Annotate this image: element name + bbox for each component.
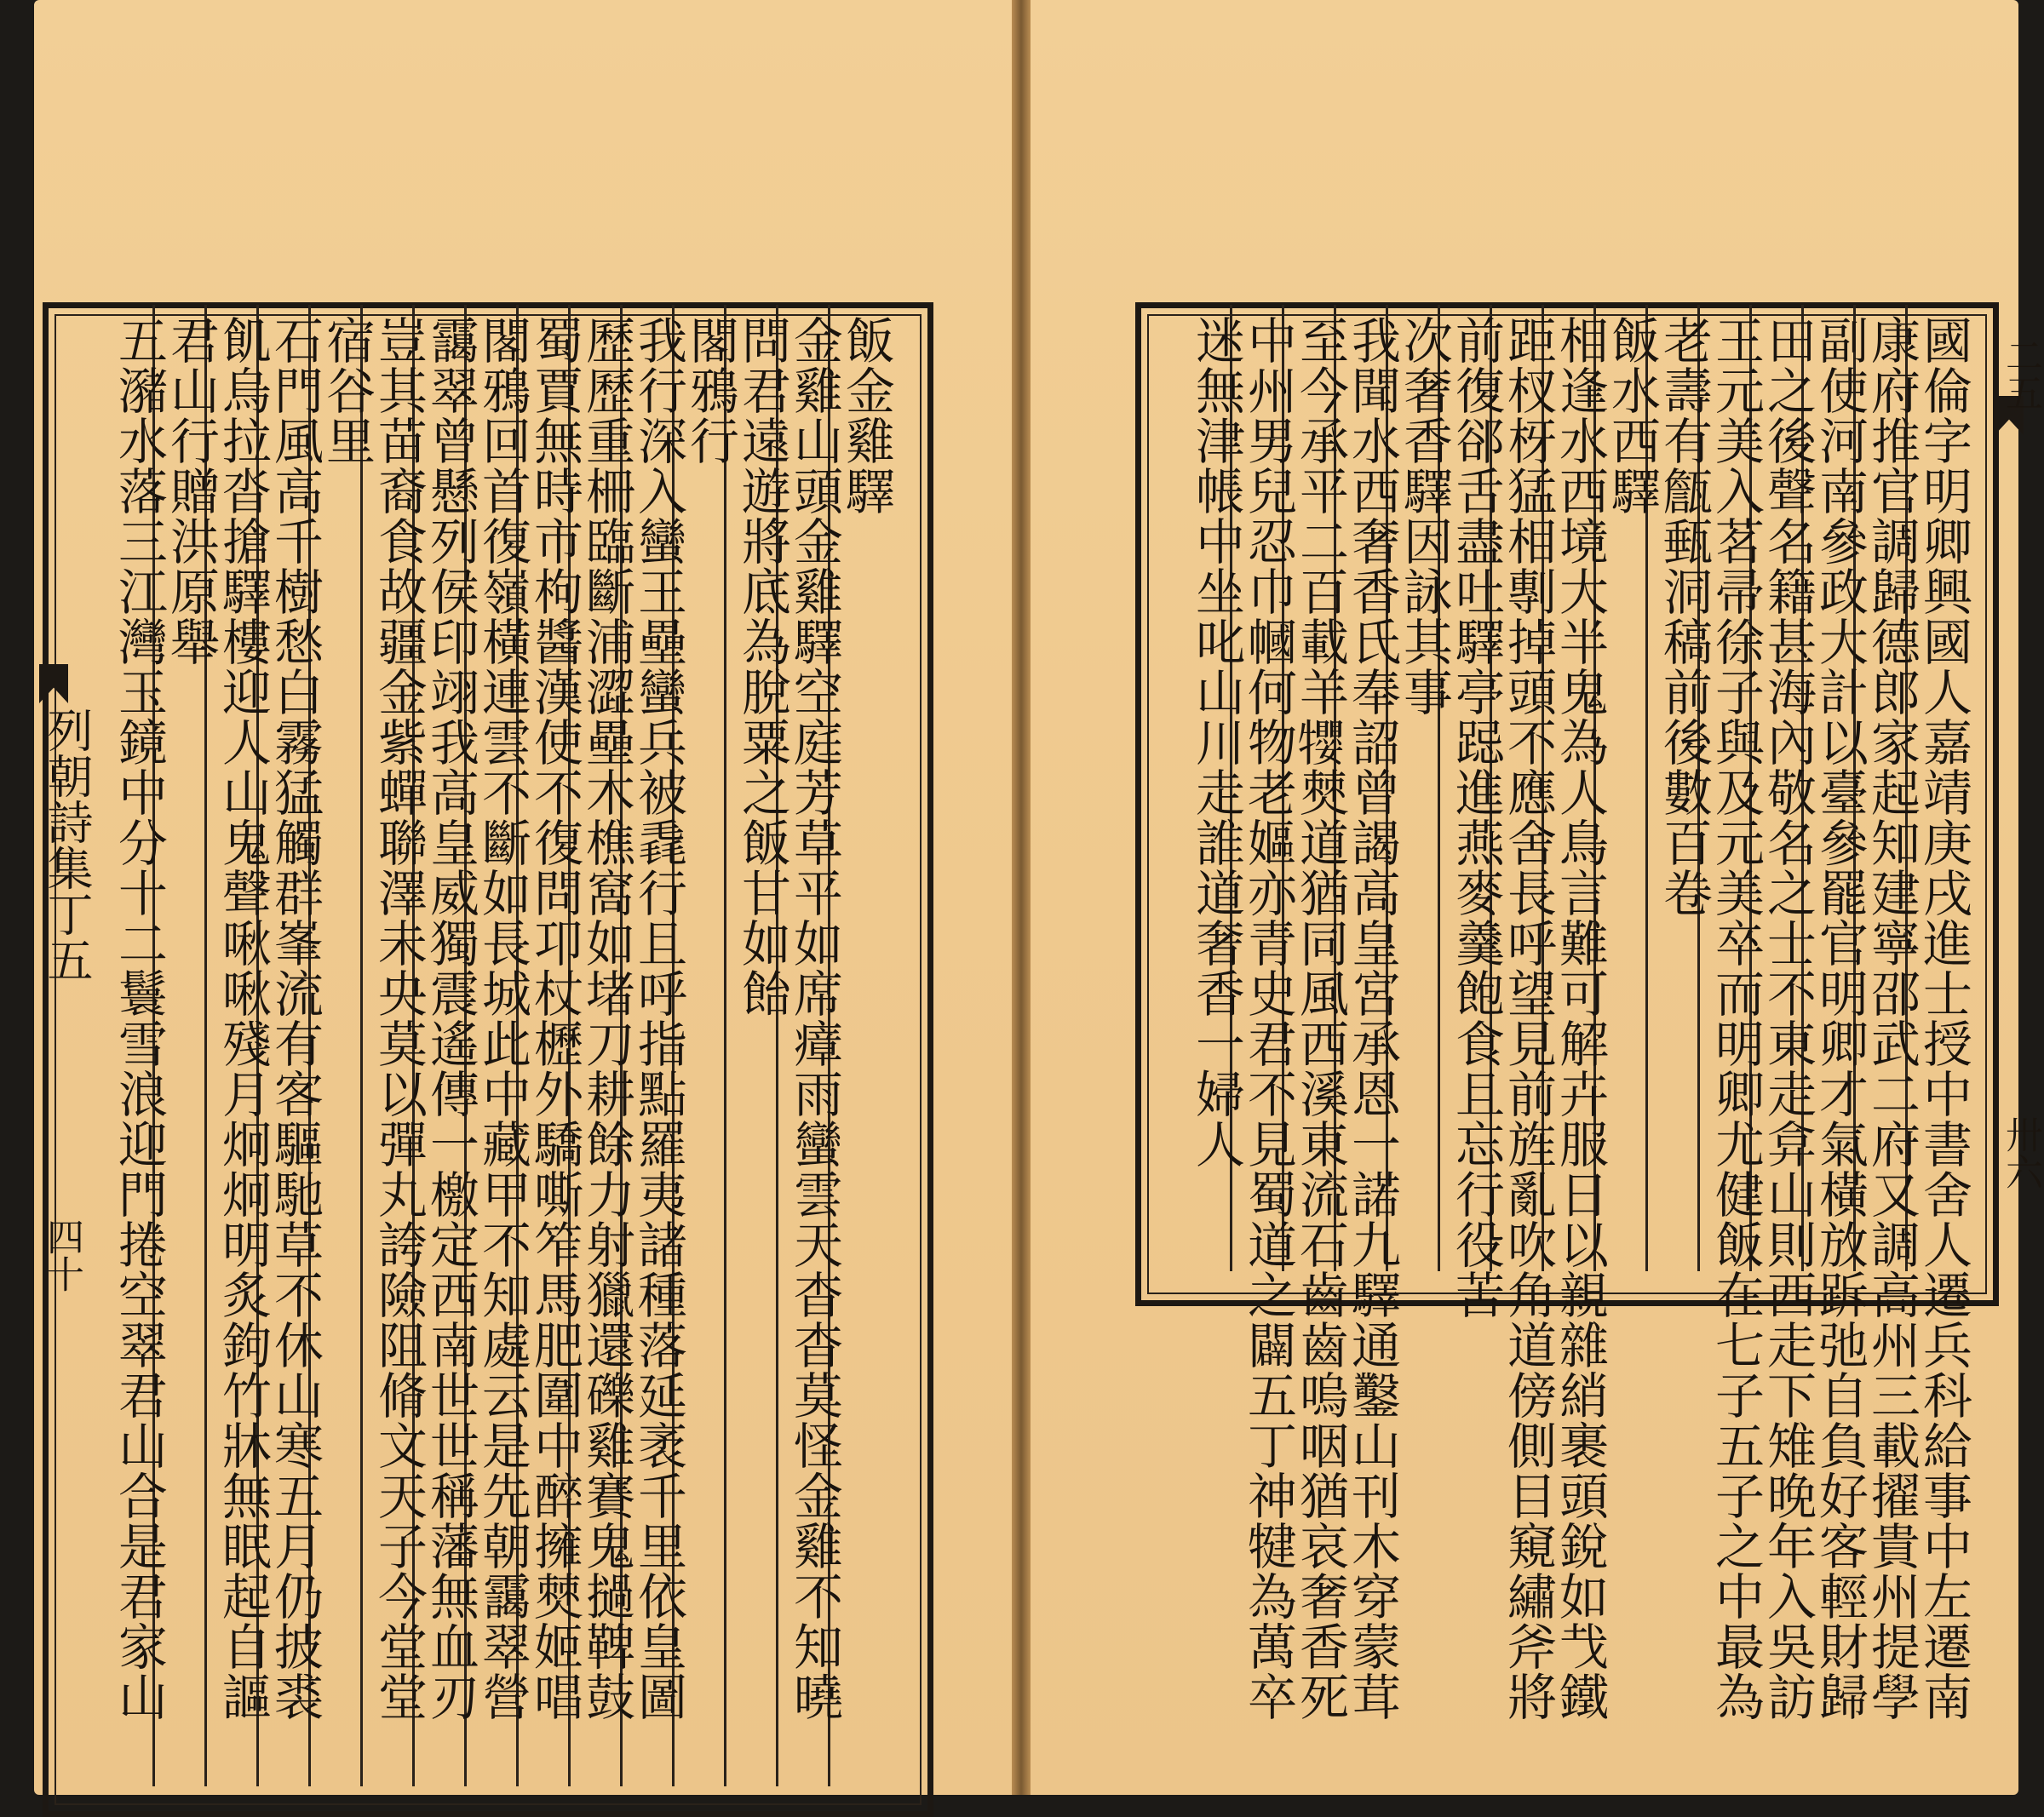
left-page-column: 蜀賈無時市枸醬漢使不復問卭杖櫪外驕嘶笮馬肥圍中醉擁僰姬唱 [525,315,583,1722]
right-page-column: 國倫字明卿興國人嘉靖庚戌進士授中書舍人遷兵科給事中左遷南 [1915,315,1972,1722]
right-page-column: 我聞水西奢香氏奉詔曾謁高皇宮承恩一諾九驛通鑿山刊木穿蒙茸 [1343,315,1401,1722]
left-page-column: 金雞山頭金雞驛空庭芳草平如席瘴雨蠻雲天杳杳莫怪金雞不知曉 [785,315,843,1722]
right-page-column: 相逢水西境大半鬼為人鳥言難可解卉服日以親雜綃裹頭銳如𢦏鐵 [1551,315,1609,1722]
left-page-column: 閣鴉行 [681,315,739,466]
left-page-column: 歷歷重柵臨斷浦澀壘木樵窩如堵刀耕餘力射獵還礫雞賽鬼撾鞞鼓 [577,315,635,1722]
left-page-column: 石門風高千樹愁白霧猛觸群峯流有客驅馳草不休山寒五月仍披裘 [266,315,324,1722]
right-margin-label: 二五 [1999,336,2042,411]
right-page-column: 至今承平二百載羊𤜉僰道猶同風西溪東流石齒齒嗚咽猶哀奢香死 [1291,315,1349,1722]
left-page-column: 宿谷里 [318,315,376,466]
right-page-column: 迷無津帳中坐叱山川走誰道奢香一婦人 [1187,315,1245,1169]
left-page-column: 五瀦水落三江灣玉鏡中分十二鬟雪浪迎門捲空翠君山合是君家山 [110,315,168,1722]
book-gutter [1012,0,1031,1795]
right-page-column: 中州男兒忍巾幗何物老嫗亦青史君不見蜀道之闢五丁神犍為萬卒 [1239,315,1297,1722]
left-page-column: 君山行贈洪原舉 [162,315,220,667]
right-page-column: 距杈枒猛相剸掉頭不應舍長呼望見前旌亂吹角道傍側目窺繡斧將 [1499,315,1557,1722]
right-page-column: 前復郤舌盡吐驛亭跽進燕麥羹飽食且忘行役苦 [1447,315,1505,1320]
left-page-column: 我行深入蠻王壘蠻兵被毳行且呼指點羅夷諸種落延袤千里依皇圖 [629,315,687,1722]
right-page-column: 副使河南參政大計以臺參罷官明卿才氣橫放跅弛自負好客輕財歸 [1811,315,1869,1722]
left-page-column: 問君遠遊將底為脫粟之飯甘如飴 [733,315,791,1018]
right-folio-number: 卅六 [1999,1115,2042,1190]
column-rule [360,305,363,1786]
left-folio-number: 四十 [40,1218,83,1293]
right-page-column: 康府推官調歸德郎家起知建寧邵武二府又調高州三載擢貴州提學 [1863,315,1921,1722]
right-page-column: 老壽有甔甀洞稿前後數百卷 [1655,315,1713,918]
right-page-column: 次奢香驛因詠其事 [1395,315,1453,717]
column-rule [724,305,726,1786]
right-page-column: 田之後聲名籍甚海內敬名之士不東走弇山則西走下雉晚年入吳訪 [1759,315,1817,1722]
right-page-column: 王元美入茗帚徐子與及元美卒而明卿尤健飯在七子五子之中最為 [1707,315,1765,1722]
right-page-column: 飯水西驛 [1603,315,1661,516]
left-page-column: 飯金雞驛 [837,315,895,516]
left-page-column: 閣鴉回首復嶺橫連雲不斷如長城此中藏甲不知處云是先朝靄翠營 [474,315,531,1722]
left-page-column: 豈其苗裔食故疆金紫蟬聯澤未央莫以彈丸誇險阻脩文天子今堂堂 [370,315,428,1722]
left-page-column: 靄翠曾懸列侯印翊我高皇威獨震遙傳一檄定西南世世稱藩無血刃 [422,315,479,1722]
left-page-column: 飢烏拉沓搶驛樓迎人山鬼聲啾啾殘月炯炯明炙鉤竹牀無眠起自謳 [214,315,272,1722]
left-banxin-title: 列朝詩集丁五 [40,707,94,983]
